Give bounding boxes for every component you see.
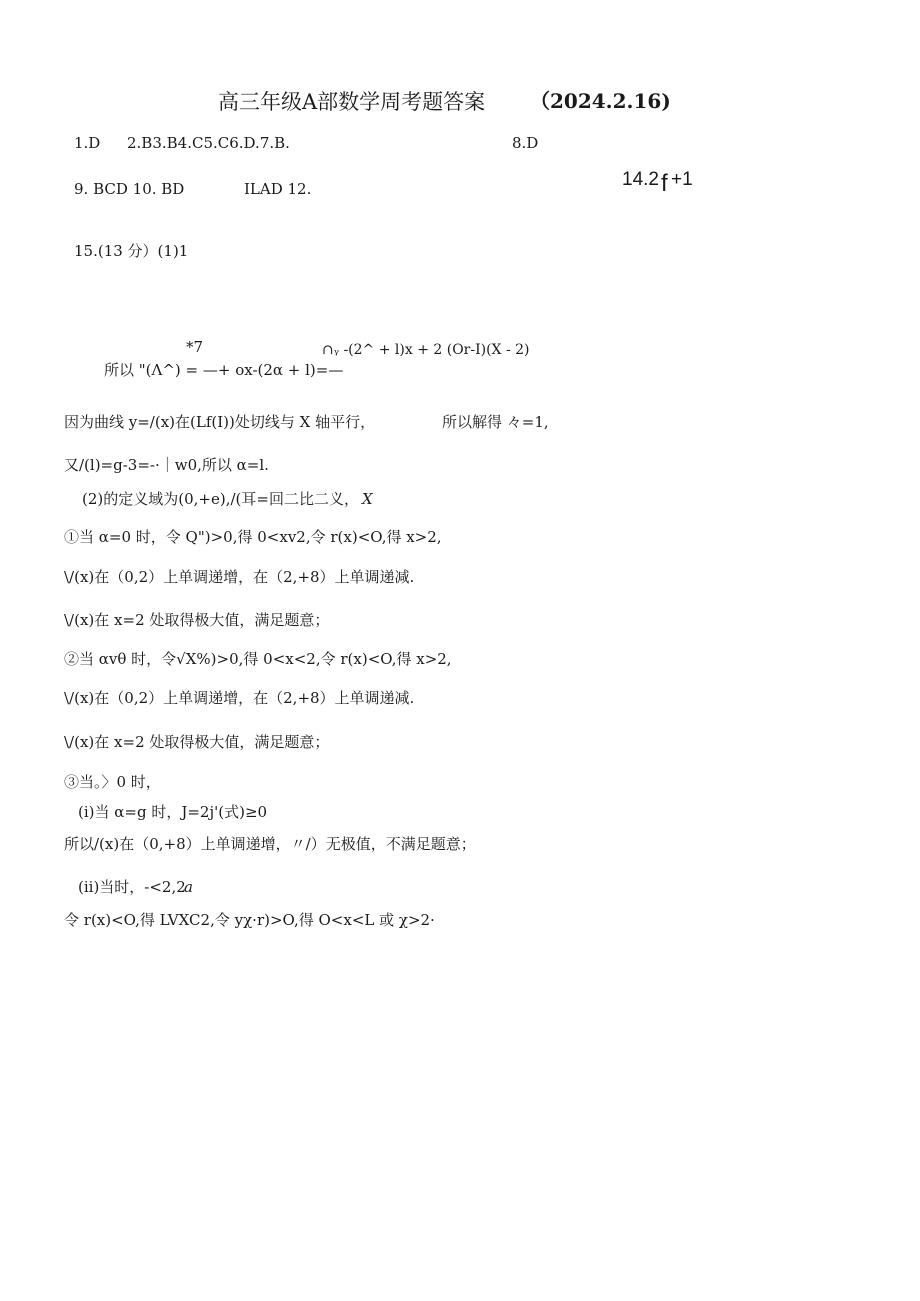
case3-ii-a: a [184,878,193,896]
line-part2: (2)的定义域为(0,+e),/(耳=回二比二义， [82,490,359,508]
exam-date: （2024.2.16) [530,89,671,113]
case1-line1: ①当 α=0 时，令 Q")>0,得 0<xv2,令 r(x)<O,得 x>2, [64,528,442,546]
answers-11-12: ILAD 12. [244,180,312,198]
case3-line1: ③当。〉0 时， [64,773,161,791]
formula-left: 所以 "(Λ^) = —+ ox-(2α + l)=— [104,361,344,379]
case1-line3: \/(x)在 x=2 处取得极大值，满足题意； [64,611,330,629]
case3-i: (i)当 α=g 时，J=2j'(式)≥0 [78,803,268,821]
line-again: 又/(l)=g-3=-·｜w0,所以 α=l. [64,456,269,474]
answer-14-b: +1 [671,169,693,190]
case3-ii: (ii)当时，-<2,2 [78,878,186,896]
answers-9-10: 9. BCD 10. BD [74,180,185,198]
formula-right: ∩ᵧ -(2^ + l)x + 2 (Or-I)(X - 2) [322,342,530,358]
case2-line3: \/(x)在 x=2 处取得极大值，满足题意； [64,733,330,751]
formula-star: *7 [186,338,204,356]
case1-line2: \/(x)在（0,2）上单调递增，在（2,+8）上单调递减. [64,568,415,586]
line-part2-x: X [362,490,373,508]
case3-last: 令 r(x)<O,得 LVXC2,令 yχ·r)>O,得 O<x<L 或 χ>2· [64,911,435,929]
q15-header: 15.(13 分）(1)1 [74,242,189,260]
case2-line2: \/(x)在（0,2）上单调递增，在（2,+8）上单调递减. [64,689,415,707]
answer-8: 8.D [512,134,539,152]
answer-14-a: 14.2 [622,169,659,190]
line-tangent: 因为曲线 y=/(x)在(Lf(I))处切线与 X 轴平行， [64,413,376,431]
case2-line1: ②当 αvθ 时，令√X%)>0,得 0<x<2,令 r(x)<O,得 x>2, [64,650,452,668]
answers-2-7: 2.B3.B4.C5.C6.D.7.B. [127,134,290,152]
line-solve: 所以解得 々=1, [442,413,549,431]
page-title: 高三年级A部数学周考题答案 [218,90,486,114]
answer-1: 1.D [74,134,101,152]
answer-14-f: f [661,170,668,197]
case3-i-result: 所以/(x)在（0,+8）上单调递增，〃/）无极值，不满足题意； [64,835,476,853]
